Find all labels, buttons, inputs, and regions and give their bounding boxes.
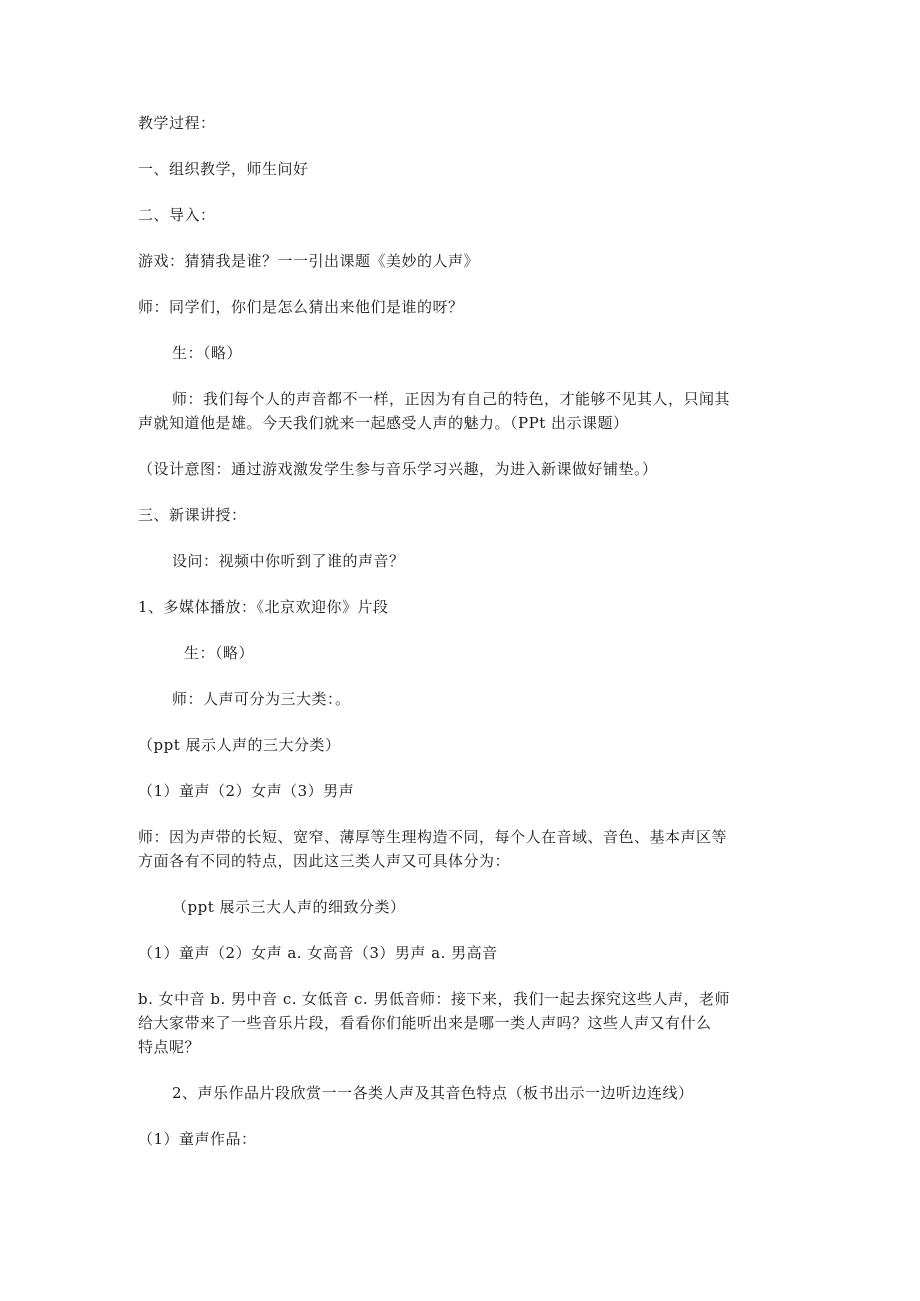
paragraph-video-question: 设问：视频中你听到了谁的声音？ xyxy=(172,552,405,570)
paragraph-vocal-works: 2、声乐作品片段欣赏一一各类人声及其音色特点（板书出示一边听边连线） xyxy=(172,1084,694,1102)
step-two-heading: 二、导入： xyxy=(138,206,216,224)
paragraph-children-works: （1）童声作品： xyxy=(138,1130,257,1148)
step-one-heading: 一、组织教学，师生问好 xyxy=(138,160,309,178)
paragraph-multimedia-play: 1、多媒体播放：《北京欢迎你》片段 xyxy=(138,598,389,616)
paragraph-teacher-intro-line1: 师：我们每个人的声音都不一样，正因为有自己的特色，才能够不见其人，只闻其 xyxy=(172,390,731,408)
paragraph-teacher-intro-line2: 声就知道他是雄。今天我们就来一起感受人声的魅力。（PPt 出示课题） xyxy=(138,414,629,432)
paragraph-vocal-cord-line2: 方面各有不同的特点，因此这三类人声又可具体分为： xyxy=(138,852,511,870)
paragraph-ppt-detailed: （ppt 展示三大人声的细致分类） xyxy=(172,898,406,916)
paragraph-voice-categories: 师：人声可分为三大类：。 xyxy=(172,690,351,708)
paragraph-student-answer-2: 生：（略） xyxy=(184,644,255,662)
paragraph-vocal-cord-line1: 师：因为声带的长短、宽窄、薄厚等生理构造不同，每个人在音域、音色、基本声区等 xyxy=(138,828,728,846)
paragraph-game: 游戏：猜猜我是谁？一一引出课题《美妙的人声》 xyxy=(138,252,480,270)
paragraph-teacher-question: 师：同学们，你们是怎么猜出来他们是谁的呀？ xyxy=(138,298,464,316)
paragraph-voice-types-line1: b. 女中音 b. 男中音 c. 女低音 c. 男低音师：接下来，我们一起去探究这些人声，老师 xyxy=(138,990,730,1008)
paragraph-ppt-categories: （ppt 展示人声的三大分类） xyxy=(138,736,341,754)
paragraph-voice-types-line3: 特点呢？ xyxy=(138,1038,201,1056)
section-heading-teaching-process: 教学过程： xyxy=(138,114,216,132)
paragraph-student-answer: 生：（略） xyxy=(172,344,243,362)
paragraph-three-voices: （1）童声（2）女声（3）男声 xyxy=(138,782,355,800)
paragraph-design-intent: （设计意图：通过游戏激发学生参与音乐学习兴趣，为进入新课做好铺垫。） xyxy=(138,460,658,478)
paragraph-detailed-list: （1）童声（2）女声 a. 女高音（3）男声 a. 男高音 xyxy=(138,944,498,962)
paragraph-voice-types-line2: 给大家带来了一些音乐片段，看看你们能听出来是哪一类人声吗？这些人声又有什么 xyxy=(138,1014,712,1032)
step-three-heading: 三、新课讲授： xyxy=(138,506,247,524)
